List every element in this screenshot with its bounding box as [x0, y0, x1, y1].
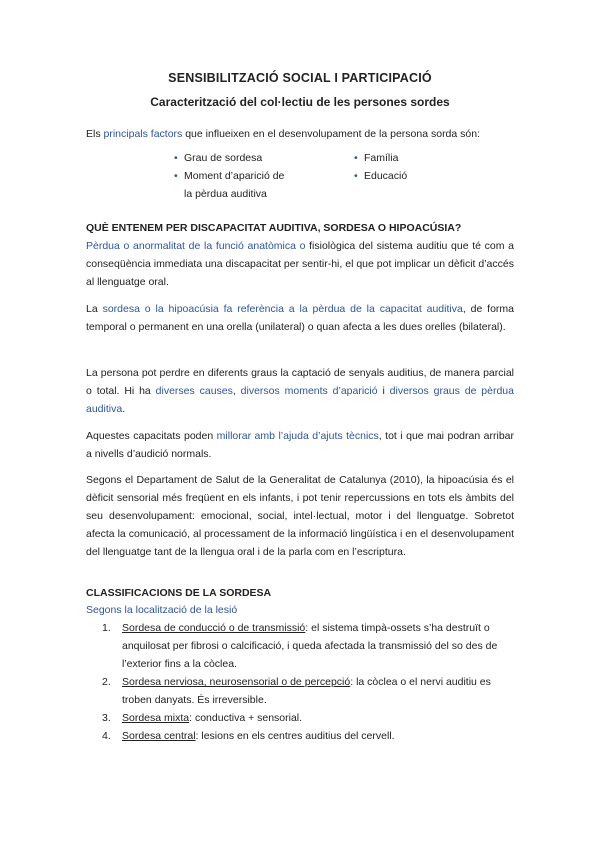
- item-term: Sordesa central: [122, 730, 196, 742]
- intro-text-before: Els: [86, 128, 104, 140]
- ajuts-text-before: Aquestes capacitats poden: [86, 430, 217, 442]
- item-number: 1.: [102, 622, 111, 634]
- factor-label: Moment d’aparició de la pèrdua auditiva: [184, 170, 285, 200]
- list-item: [86, 619, 514, 673]
- section-subheading-location: Segons la localització de la lesió: [86, 604, 238, 616]
- definition-text: fisiològica del sistema auditiu que té com a conseqüència immediata una discapacitat per sentir-hi, el que pot implicar un dèficit d’accés al llenguatge oral.: [86, 240, 514, 288]
- section-heading-definition: QUÈ ENTENEM PER DISCAPACITAT AUDITIVA, SORDESA O HIPOACÚSIA?: [86, 222, 462, 234]
- list-item: [354, 149, 474, 167]
- item-number: 2.: [102, 676, 111, 688]
- ajuts-paragraph: [86, 427, 514, 463]
- list-item: [174, 149, 294, 167]
- ajuts-highlight: millorar amb l’ajuda d’ajuts tècnics: [216, 430, 379, 442]
- moments-highlight: diversos moments d’aparició: [240, 385, 378, 397]
- item-description: : conductiva + sensorial.: [189, 712, 303, 724]
- sordesa-paragraph: [86, 300, 514, 336]
- salut-paragraph: Segons el Departament de Salut de la Generalitat de Catalunya (2010), la hipoacúsia és el dèficit sensorial més freqüent en els infants, i pot tenir repercussions en tots els àmbits del seu desenvolupament: emocional, social, intel·lectual, motor i del llenguatge. Sobretot afecta la comunicació, al processament de la informació lingüística i en el desenvolupament del llenguatge tant de la llengua oral i de la parla com en l’escriptura.: [86, 474, 514, 558]
- item-description: : lesions en els centres auditius del cervell.: [195, 730, 395, 742]
- bullet-icon: •: [354, 152, 358, 164]
- graus-paragraph: [86, 364, 514, 418]
- list-item: [86, 727, 514, 745]
- bullet-icon: •: [174, 152, 178, 164]
- ajuts-text: , tot i que mai podran arribar a nivells d’audició normals.: [86, 430, 514, 460]
- factor-label: Grau de sordesa: [184, 152, 263, 164]
- intro-highlight: principals factors: [103, 128, 183, 140]
- item-description: : la còclea o el nervi auditiu es troben danyats. És irreversible.: [122, 676, 491, 706]
- sordesa-text: , de forma temporal o permanent en una orella (unilateral) o quan afecta a les dues orelles (bilateral).: [86, 303, 514, 333]
- bullet-icon: •: [174, 170, 178, 182]
- list-item: [86, 709, 514, 727]
- list-item: [354, 167, 474, 185]
- sordesa-text-before: La: [86, 303, 103, 315]
- section-heading-classifications: CLASSIFICACIONS DE LA SORDESA: [86, 587, 272, 599]
- intro-paragraph: [86, 125, 514, 143]
- sordesa-highlight: sordesa o la hipoacúsia fa referència a la pèrdua de la capacitat auditiva: [102, 303, 463, 315]
- factor-label: Educació: [364, 170, 408, 182]
- definition-paragraph: [86, 237, 514, 291]
- item-number: 4.: [102, 730, 111, 742]
- item-term: Sordesa de conducció o de transmissió: [122, 622, 306, 634]
- factors-list-right: [354, 149, 474, 185]
- bullet-icon: •: [354, 170, 358, 182]
- graus-text-before: La persona pot perdre en diferents graus la captació de senyals auditius, de manera parcial o total. Hi ha: [86, 367, 514, 397]
- classification-list: [86, 619, 514, 745]
- factors-list-left: [174, 149, 294, 203]
- document-subtitle: Caracterització del col·lectiu de les persones sordes: [150, 95, 450, 109]
- item-number: 3.: [102, 712, 111, 724]
- causes-highlight: diverses causes: [155, 385, 233, 397]
- item-term: Sordesa mixta: [122, 712, 190, 724]
- item-term: Sordesa nerviosa, neurosensorial o de percepció: [122, 676, 351, 688]
- document-title: SENSIBILITZACIÓ SOCIAL I PARTICIPACIÓ: [168, 71, 432, 85]
- definition-highlight: Pèrdua o anormalitat de la funció anatòmica o: [86, 240, 306, 252]
- factor-label: Família: [364, 152, 399, 164]
- period: .: [122, 403, 126, 415]
- list-item: [174, 167, 294, 203]
- separator: ,: [232, 385, 241, 397]
- separator: i: [377, 385, 390, 397]
- item-description: : el sistema timpà-ossets s’ha destruït o anquilosat per fibrosi o calcificació, i queda afectada la transmissió del so des de l’exterior fins a la còclea.: [122, 622, 498, 670]
- list-item: [86, 673, 514, 709]
- intro-text-after: que influeixen en el desenvolupament de la persona sorda són:: [182, 128, 481, 140]
- graus-highlight: diversos graus de pèrdua auditiva: [86, 385, 514, 415]
